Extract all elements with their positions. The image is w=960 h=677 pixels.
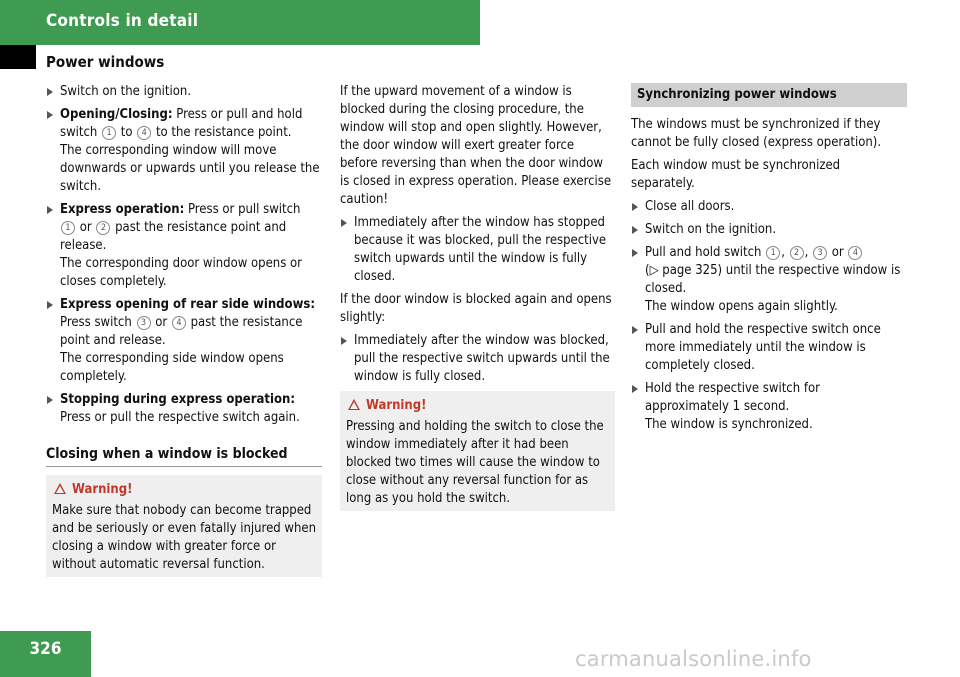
column-3 [631, 83, 907, 439]
warning-triangle-icon [54, 483, 66, 494]
arrow-right-icon [341, 337, 347, 345]
warning-box: Warning! Pressing and holding the switch to close the window immediately after it had been blocked two times will cause the window to close without any reversal function for as long as you hold the switch. [340, 391, 615, 511]
arrow-right-icon [632, 249, 638, 257]
arrow-right-icon [632, 385, 638, 393]
step-express-operation: Express operation: Press or pull switch 1 or 2 past the resistance point and release. The corresponding door window opens or closes completely. [46, 201, 322, 291]
paragraph: Each window must be synchronized separately. [631, 158, 841, 191]
page-number: 326 [29, 639, 62, 659]
step-switch-ignition: Switch on the ignition. [46, 83, 322, 101]
switch-number-icon: 3 [813, 246, 827, 260]
arrow-right-icon [47, 301, 53, 309]
section-marker [0, 45, 36, 69]
column-1 [46, 83, 322, 577]
arrow-right-icon [47, 88, 53, 96]
step-pull-hold-switch: Pull and hold switch 1 , 2 , 3 or 4 (▷ page 325) until the respective window is closed. The window opens again slightly. [631, 244, 907, 316]
arrow-right-icon [47, 396, 53, 404]
arrow-right-icon [47, 111, 53, 119]
step-stopping: Stopping during express operation: Press or pull the respective switch again. [46, 391, 322, 427]
switch-number-icon: 1 [766, 246, 780, 260]
arrow-right-icon [632, 226, 638, 234]
warning-box: Warning! Make sure that nobody can become trapped and be seriously or even fatally injured when closing a window with greater force or without automatic reversal function. [46, 475, 322, 577]
paragraph: If the door window is blocked again and opens slightly: [340, 292, 612, 325]
subheading-closing-blocked: Closing when a window is blocked [46, 445, 322, 467]
step-pull-switch: Immediately after the window has stopped because it was blocked, pull the respective switch upwards until the window is fully closed. [340, 214, 615, 286]
arrow-right-icon [341, 219, 347, 227]
arrow-right-icon [632, 203, 638, 211]
arrow-right-icon [47, 206, 53, 214]
switch-number-icon: 4 [848, 246, 862, 260]
switch-number-icon: 3 [137, 316, 151, 330]
arrow-right-icon [632, 326, 638, 334]
column-2 [340, 83, 615, 511]
switch-number-icon: 4 [172, 316, 186, 330]
switch-number-icon: 2 [790, 246, 804, 260]
warning-triangle-icon [348, 399, 360, 410]
section-heading-synchronizing: Synchronizing power windows [631, 83, 907, 107]
switch-number-icon: 4 [137, 126, 151, 140]
section-title: Power windows [46, 53, 165, 71]
paragraph: If the upward movement of a window is blocked during the closing procedure, the window will stop and open slightly. However, the door window will exert greater force before reversing than when the door window is closed in express operation. Please exercise caution! [340, 84, 612, 207]
switch-number-icon: 2 [96, 221, 110, 235]
step-switch-ignition: Switch on the ignition. [631, 221, 907, 239]
step-close-doors: Close all doors. [631, 198, 907, 216]
switch-number-icon: 1 [61, 221, 75, 235]
paragraph: The windows must be synchronized if they cannot be fully closed (express operation). [631, 117, 882, 150]
step-opening-closing: Opening/Closing: Press or pull and hold switch 1 to 4 to the resistance point. The corresponding window will move downwards or upwards until you release the switch. [46, 106, 322, 196]
chapter-title: Controls in detail [46, 11, 199, 31]
page-reference[interactable]: (▷ page 325) until the respective window is closed. [645, 263, 901, 296]
watermark: carmanualsonline.info [575, 647, 812, 671]
step-pull-hold-again: Pull and hold the respective switch once more immediately until the window is completely closed. [631, 321, 907, 375]
step-hold-switch: Hold the respective switch for approximately 1 second. The window is synchronized. [631, 380, 907, 434]
step-pull-switch-again: Immediately after the window was blocked, pull the respective switch upwards until the window is fully closed. [340, 332, 615, 386]
switch-number-icon: 1 [102, 126, 116, 140]
step-express-rear: Express opening of rear side windows: Press switch 3 or 4 past the resistance point and release. The corresponding side window opens completely. [46, 296, 322, 386]
